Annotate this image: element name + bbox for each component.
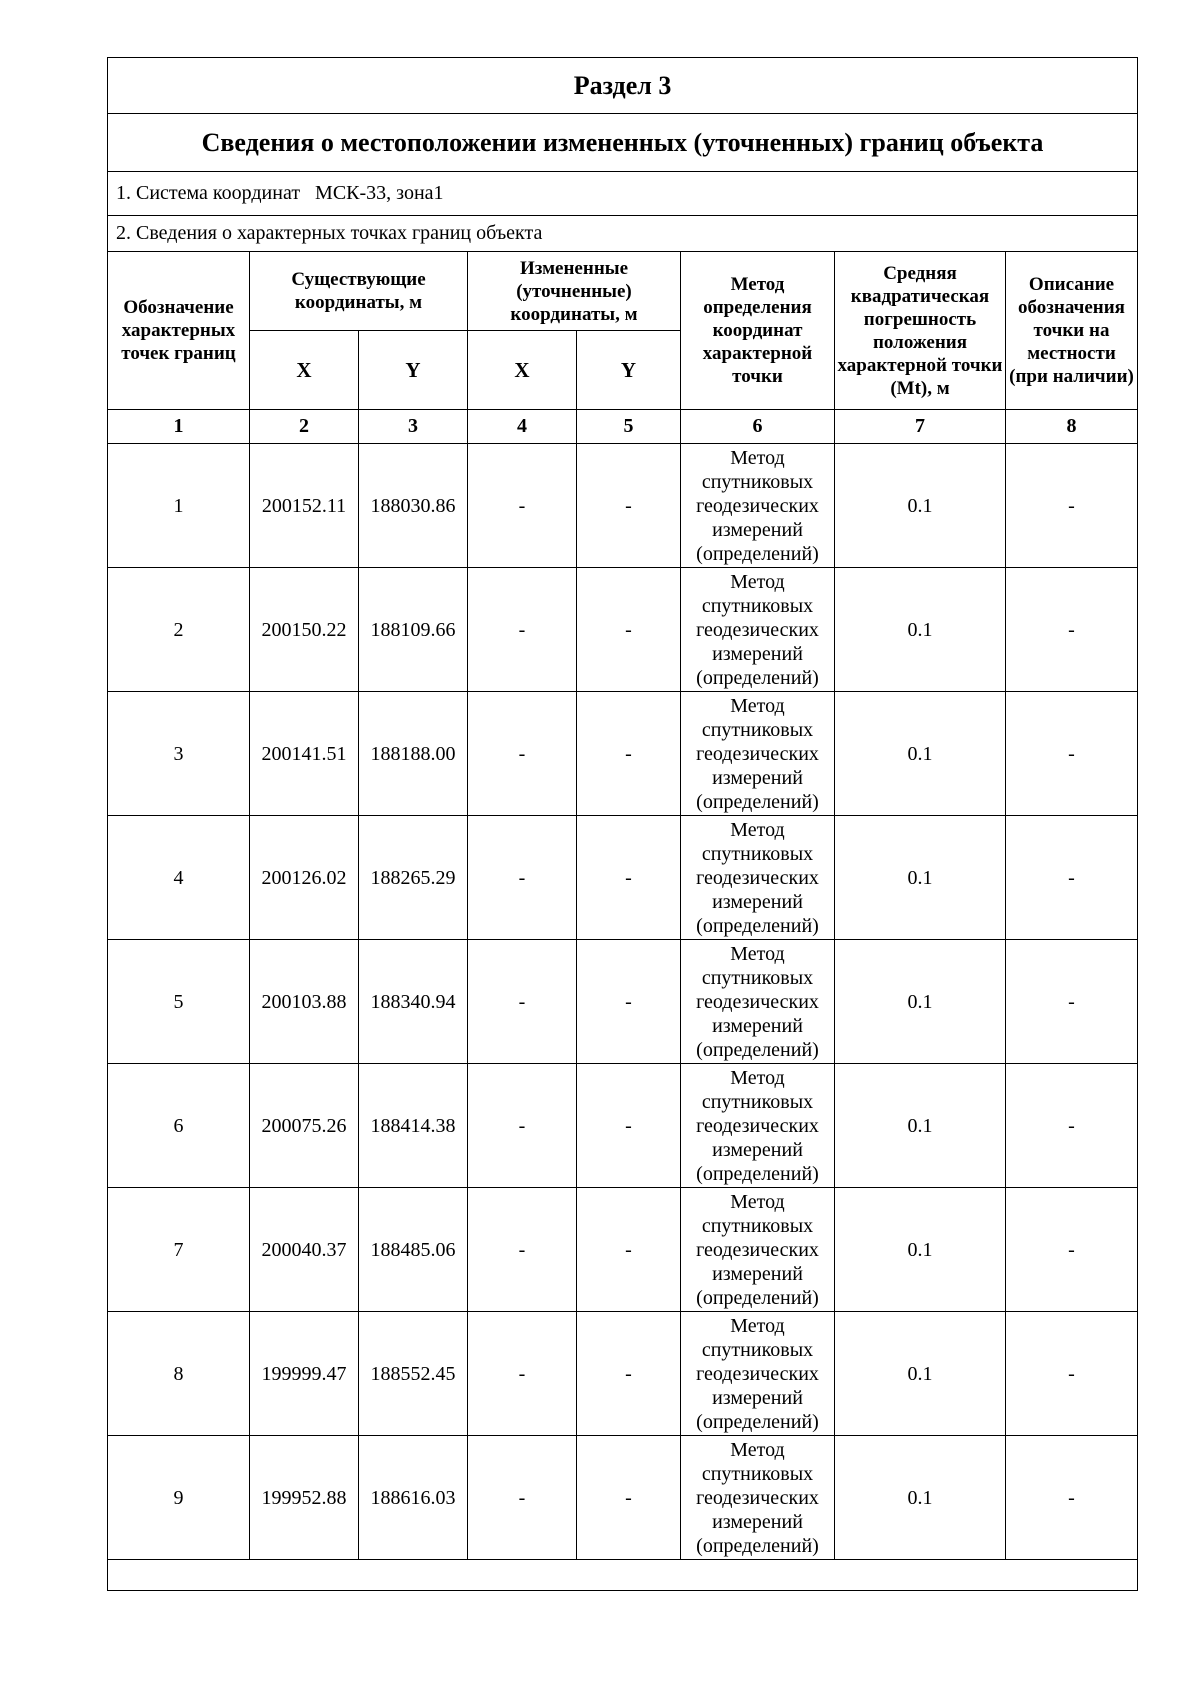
changed-y: - [577, 444, 681, 568]
header-error: Средняя квадратическая погрешность положения характерной точки (Mt), м [835, 252, 1006, 410]
point-id: 6 [108, 1064, 250, 1188]
description-cell: - [1006, 692, 1138, 816]
description-cell: - [1006, 816, 1138, 940]
method-cell: Метод спутниковых геодезических измерений (определений) [681, 1312, 835, 1436]
error-value: 0.1 [835, 1312, 1006, 1436]
table-row [108, 568, 1138, 692]
description-cell: - [1006, 940, 1138, 1064]
table-row [108, 1436, 1138, 1560]
existing-x: 200150.22 [250, 568, 359, 692]
existing-y: 188030.86 [359, 444, 468, 568]
changed-x: - [468, 692, 577, 816]
error-value: 0.1 [835, 1436, 1006, 1560]
section-title: Раздел 3 [108, 58, 1138, 114]
error-value: 0.1 [835, 444, 1006, 568]
header-description: Описание обозначения точки на местности (при наличии) [1006, 252, 1138, 410]
changed-y: - [577, 1312, 681, 1436]
error-value: 0.1 [835, 1188, 1006, 1312]
description-cell: - [1006, 444, 1138, 568]
point-id: 1 [108, 444, 250, 568]
description-cell: - [1006, 1188, 1138, 1312]
changed-x: - [468, 568, 577, 692]
changed-x: - [468, 1312, 577, 1436]
header-point-designation: Обозначение характерных точек границ [108, 252, 250, 410]
error-value: 0.1 [835, 940, 1006, 1064]
existing-x: 200040.37 [250, 1188, 359, 1312]
changed-y: - [577, 940, 681, 1064]
point-id: 2 [108, 568, 250, 692]
description-cell: - [1006, 1064, 1138, 1188]
existing-x: 200103.88 [250, 940, 359, 1064]
changed-y: - [577, 568, 681, 692]
existing-x: 199999.47 [250, 1312, 359, 1436]
changed-x: - [468, 816, 577, 940]
existing-x: 200141.51 [250, 692, 359, 816]
point-id: 5 [108, 940, 250, 1064]
header-method: Метод определения координат характерной точки [681, 252, 835, 410]
changed-y: - [577, 1064, 681, 1188]
changed-x: - [468, 1436, 577, 1560]
header-x-existing: X [250, 331, 359, 410]
existing-x: 199952.88 [250, 1436, 359, 1560]
existing-x: 200075.26 [250, 1064, 359, 1188]
column-number: 3 [359, 410, 468, 444]
column-number: 6 [681, 410, 835, 444]
column-number: 1 [108, 410, 250, 444]
method-cell: Метод спутниковых геодезических измерений (определений) [681, 1436, 835, 1560]
method-cell: Метод спутниковых геодезических измерений (определений) [681, 444, 835, 568]
changed-y: - [577, 1436, 681, 1560]
method-cell: Метод спутниковых геодезических измерений (определений) [681, 1064, 835, 1188]
changed-x: - [468, 1188, 577, 1312]
header-changed-coords: Измененные (уточненные) координаты, м [468, 252, 681, 331]
table-row [108, 1064, 1138, 1188]
document-subtitle: Сведения о местоположении измененных (уточненных) границ объекта [108, 114, 1138, 172]
changed-y: - [577, 1188, 681, 1312]
changed-x: - [468, 444, 577, 568]
error-value: 0.1 [835, 816, 1006, 940]
method-cell: Метод спутниковых геодезических измерений (определений) [681, 940, 835, 1064]
point-id: 7 [108, 1188, 250, 1312]
document-sheet [107, 57, 1137, 1591]
header-y-changed: Y [577, 331, 681, 410]
column-number: 7 [835, 410, 1006, 444]
table-body [108, 444, 1138, 1560]
table-row [108, 1312, 1138, 1436]
description-cell: - [1006, 1436, 1138, 1560]
error-value: 0.1 [835, 1064, 1006, 1188]
existing-y: 188188.00 [359, 692, 468, 816]
point-id: 9 [108, 1436, 250, 1560]
column-number: 8 [1006, 410, 1138, 444]
changed-y: - [577, 692, 681, 816]
point-id: 3 [108, 692, 250, 816]
description-cell: - [1006, 568, 1138, 692]
existing-y: 188485.06 [359, 1188, 468, 1312]
error-value: 0.1 [835, 568, 1006, 692]
changed-y: - [577, 816, 681, 940]
existing-y: 188109.66 [359, 568, 468, 692]
table-footer-row [108, 1560, 1138, 1591]
existing-y: 188265.29 [359, 816, 468, 940]
description-cell: - [1006, 1312, 1138, 1436]
column-number: 5 [577, 410, 681, 444]
column-number: 4 [468, 410, 577, 444]
header-x-changed: X [468, 331, 577, 410]
table-row [108, 444, 1138, 568]
method-cell: Метод спутниковых геодезических измерений (определений) [681, 816, 835, 940]
header-y-existing: Y [359, 331, 468, 410]
changed-x: - [468, 940, 577, 1064]
existing-y: 188616.03 [359, 1436, 468, 1560]
table-row [108, 1188, 1138, 1312]
point-id: 8 [108, 1312, 250, 1436]
changed-x: - [468, 1064, 577, 1188]
method-cell: Метод спутниковых геодезических измерений (определений) [681, 692, 835, 816]
point-id: 4 [108, 816, 250, 940]
coordinates-table [107, 57, 1138, 1591]
table-row [108, 940, 1138, 1064]
existing-y: 188552.45 [359, 1312, 468, 1436]
existing-x: 200126.02 [250, 816, 359, 940]
coord-system-line: 1. Система координат МСК-33, зона1 [108, 172, 1138, 216]
column-number: 2 [250, 410, 359, 444]
error-value: 0.1 [835, 692, 1006, 816]
table-row [108, 692, 1138, 816]
method-cell: Метод спутниковых геодезических измерений (определений) [681, 568, 835, 692]
existing-y: 188340.94 [359, 940, 468, 1064]
existing-x: 200152.11 [250, 444, 359, 568]
method-cell: Метод спутниковых геодезических измерений (определений) [681, 1188, 835, 1312]
existing-y: 188414.38 [359, 1064, 468, 1188]
points-info-line: 2. Сведения о характерных точках границ объекта [108, 216, 1138, 252]
table-row [108, 816, 1138, 940]
header-existing-coords: Существующие координаты, м [250, 252, 468, 331]
